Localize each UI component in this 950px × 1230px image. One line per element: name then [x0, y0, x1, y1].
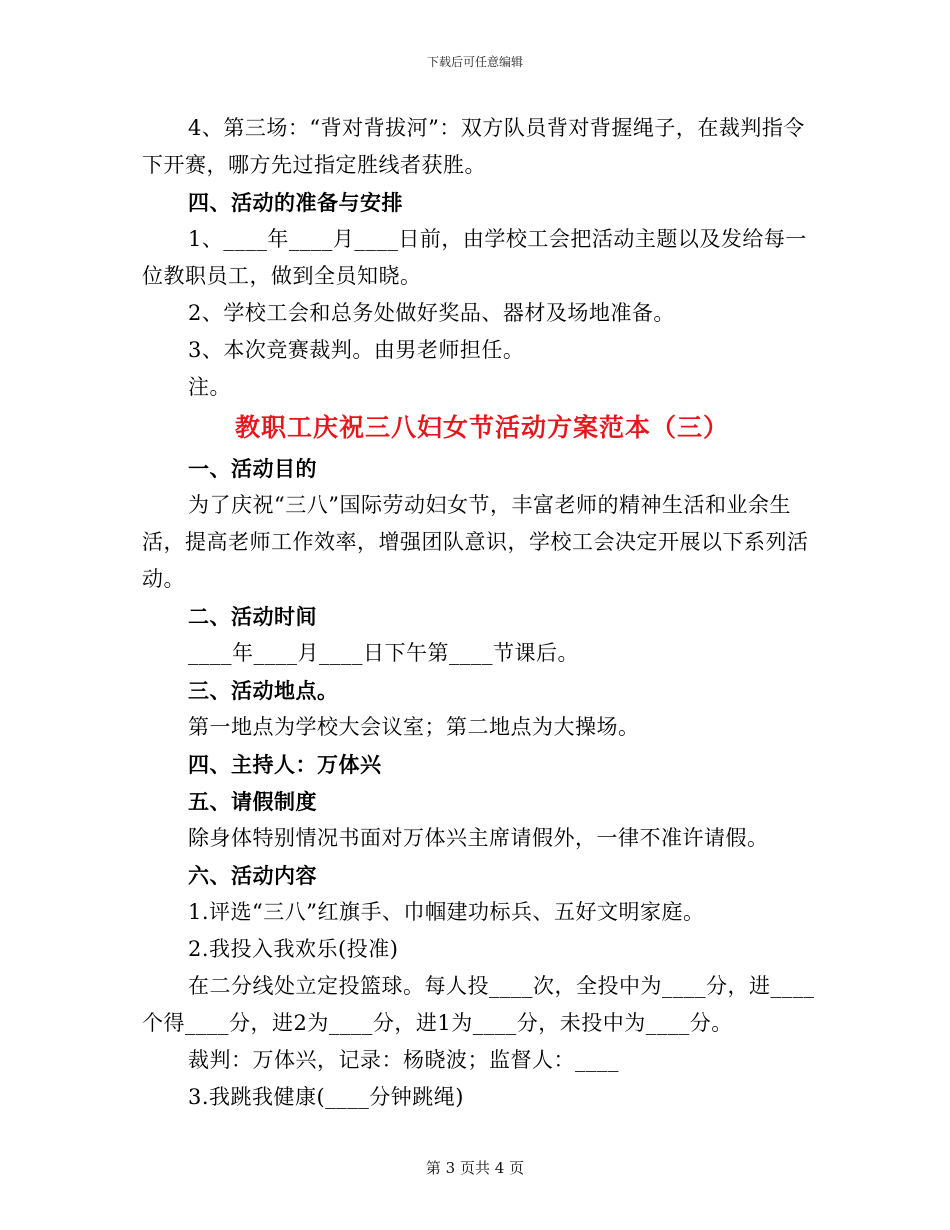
paragraph: 除身体特别情况书面对万体兴主席请假外，一律不准许请假。	[188, 826, 769, 850]
paragraph: 注。	[188, 375, 231, 399]
section-heading: 四、主持人：万体兴	[188, 752, 382, 777]
paragraph: 1、____年____月____日前，由学校工会把活动主题以及发给每一位教职员工，做到全员知晓。	[142, 227, 807, 288]
section-heading: 四、活动的准备与安排	[188, 190, 403, 215]
page-header: 下载后可任意编辑	[426, 55, 523, 69]
paragraph: 2.我投入我欢乐(投准)	[188, 937, 399, 961]
paragraph: 4、第三场：“背对背拔河”：双方队员背对背握绳子，在裁判指令下开赛，哪方先过指定胜线者获胜。	[142, 116, 805, 177]
paragraph: 第一地点为学校大会议室；第二地点为大操场。	[188, 715, 640, 739]
paragraph: 在二分线处立定投篮球。每人投____次，全投中为____分，进____个得____分，进2为____分，进1为____分，未投中为____分。	[142, 974, 815, 1035]
section-heading: 六、活动内容	[188, 863, 317, 888]
section-heading: 二、活动时间	[188, 604, 317, 629]
page-footer: 第 3 页共 4 页	[425, 1159, 525, 1177]
paragraph: ____年____月____日下午第____节课后。	[188, 641, 579, 665]
section-heading: 三、活动地点。	[188, 678, 339, 703]
document-title: 教职工庆祝三八妇女节活动方案范本（三）	[234, 413, 729, 442]
section-heading: 一、活动目的	[188, 456, 317, 481]
paragraph: 3.我跳我健康(____分钟跳绳)	[188, 1085, 464, 1109]
section-heading: 五、请假制度	[188, 789, 317, 814]
paragraph: 1.评选“三八”红旗手、巾帼建功标兵、五好文明家庭。	[188, 900, 705, 924]
document-body	[142, 110, 822, 1116]
paragraph: 裁判：万体兴，记录：杨晓波；监督人：____	[188, 1048, 619, 1072]
paragraph: 为了庆祝“三八”国际劳动妇女节，丰富老师的精神生活和业余生活，提高老师工作效率，增强团队意识，学校工会决定开展以下系列活动。	[142, 493, 809, 591]
paragraph: 2、学校工会和总务处做好奖品、器材及场地准备。	[188, 301, 675, 325]
paragraph: 3、本次竞赛裁判。由男老师担任。	[188, 338, 525, 362]
